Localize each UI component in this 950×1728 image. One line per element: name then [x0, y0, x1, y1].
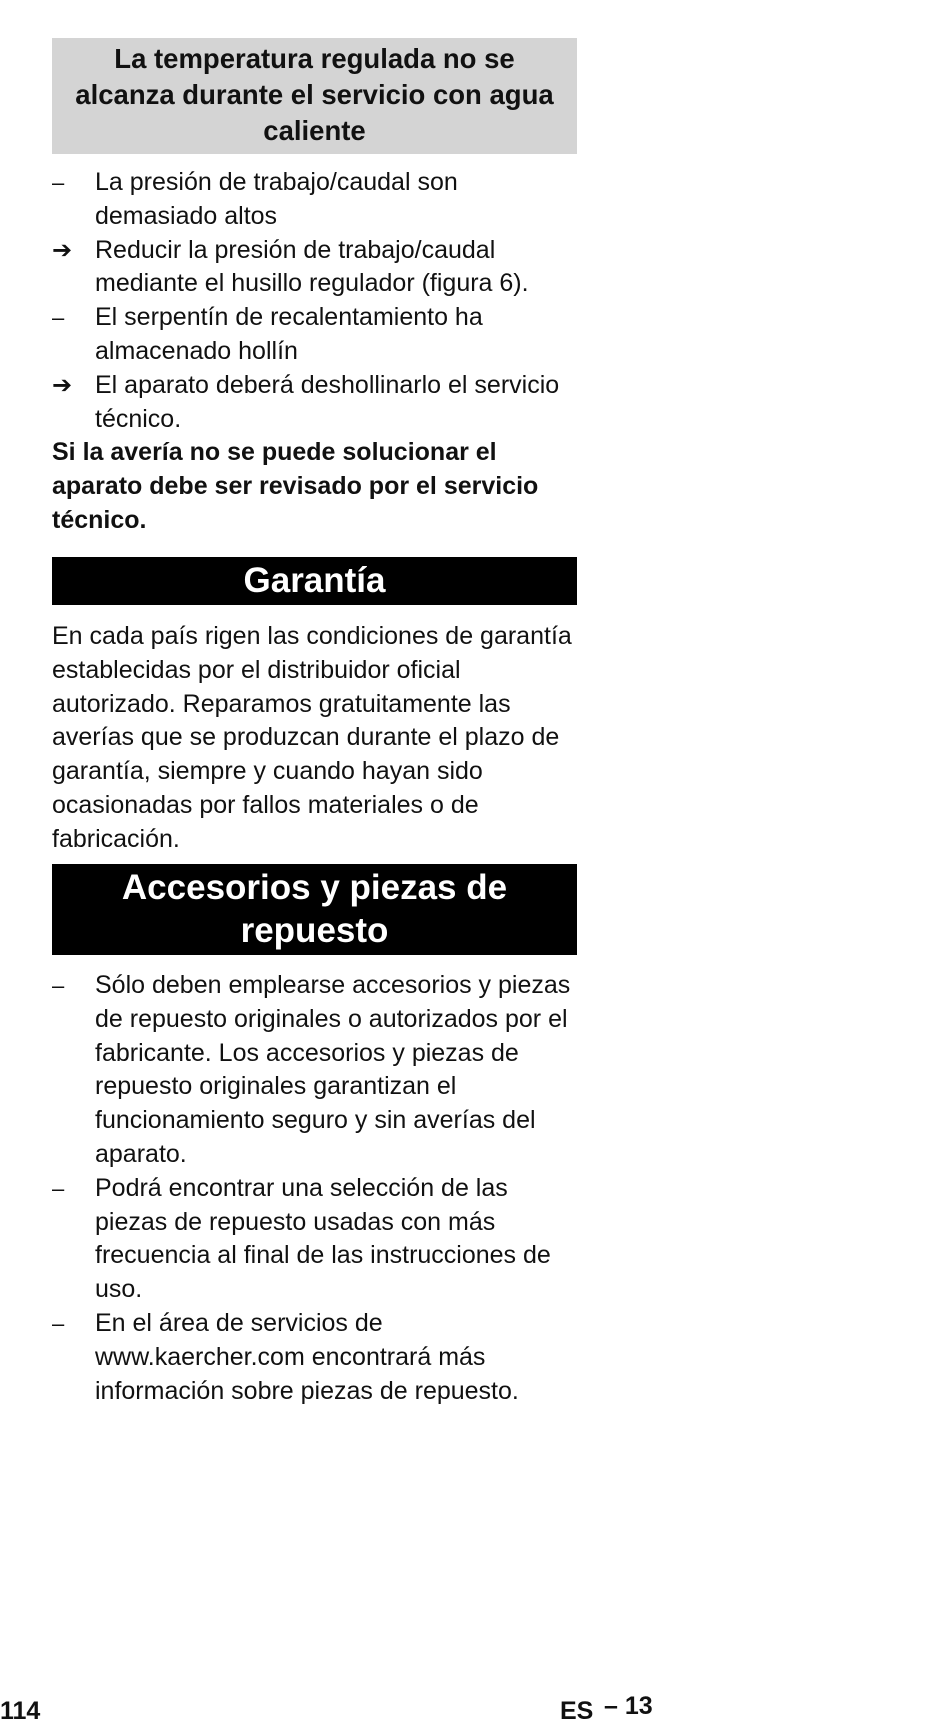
list-item [52, 301, 577, 369]
dash-bullet: – [52, 1310, 65, 1336]
list-item [52, 166, 577, 234]
item-text: Sólo deben emplearse accesorios y piezas de repuesto originales o autorizados por el fabricante. Los accesorios y piezas de repuesto originales garantizan el funcionamiento seguro y sin averías del aparato. [95, 971, 571, 1168]
warranty-section [52, 557, 577, 605]
item-text: Reducir la presión de trabajo/caudal mediante el husillo regulador (figura 6). [95, 235, 529, 298]
accessories-list [52, 969, 577, 1408]
warranty-body [52, 620, 577, 857]
item-text: El serpentín de recalentamiento ha almacenado hollín [95, 303, 483, 365]
language-code: ES [560, 1697, 594, 1725]
list-item [52, 369, 577, 437]
list-item [52, 1172, 577, 1307]
item-text: En el área de servicios de www.kaercher.com encontrará más información sobre piezas de repuesto. [95, 1308, 519, 1405]
dash-bullet: – [52, 305, 65, 331]
item-text: La presión de trabajo/caudal son demasiado altos [95, 168, 458, 230]
page-number-right: – 13 [604, 1692, 653, 1720]
page-number-left: 114 [0, 1697, 41, 1725]
section-heading: La temperatura regulada no se alcanza durante el servicio con agua caliente [52, 38, 577, 154]
item-text: El aparato deberá deshollinarlo el servicio técnico. [95, 370, 560, 433]
warranty-text: En cada país rigen las condiciones de garantía establecidas por el distribuidor oficial autorizado. Reparamos gratuitamente las averías que se produzcan durante el plazo de garantía, siempre y cuando hayan sido ocasionadas por fallos materiales o de fabricación. [52, 622, 572, 853]
troubleshooting-list [52, 166, 577, 538]
list-item [52, 969, 577, 1172]
item-text: Podrá encontrar una selección de las piezas de repuesto usadas con más frecuencia al final de las instrucciones de uso. [95, 1173, 551, 1304]
accessories-section [52, 864, 577, 955]
section-heading: Garantía [52, 557, 577, 605]
dash-bullet: – [52, 170, 65, 195]
service-note: Si la avería no se puede solucionar el aparato debe ser revisado por el servicio técnico. [52, 438, 539, 534]
troubleshooting-section [52, 38, 577, 154]
section-heading: Accesorios y piezas de repuesto [52, 864, 577, 955]
arrow-right-icon: ➔ [52, 236, 73, 264]
dash-bullet: – [52, 973, 65, 998]
list-item [52, 234, 577, 302]
dash-bullet: – [52, 1175, 65, 1201]
list-item [52, 1307, 577, 1408]
arrow-right-icon: ➔ [52, 371, 73, 399]
